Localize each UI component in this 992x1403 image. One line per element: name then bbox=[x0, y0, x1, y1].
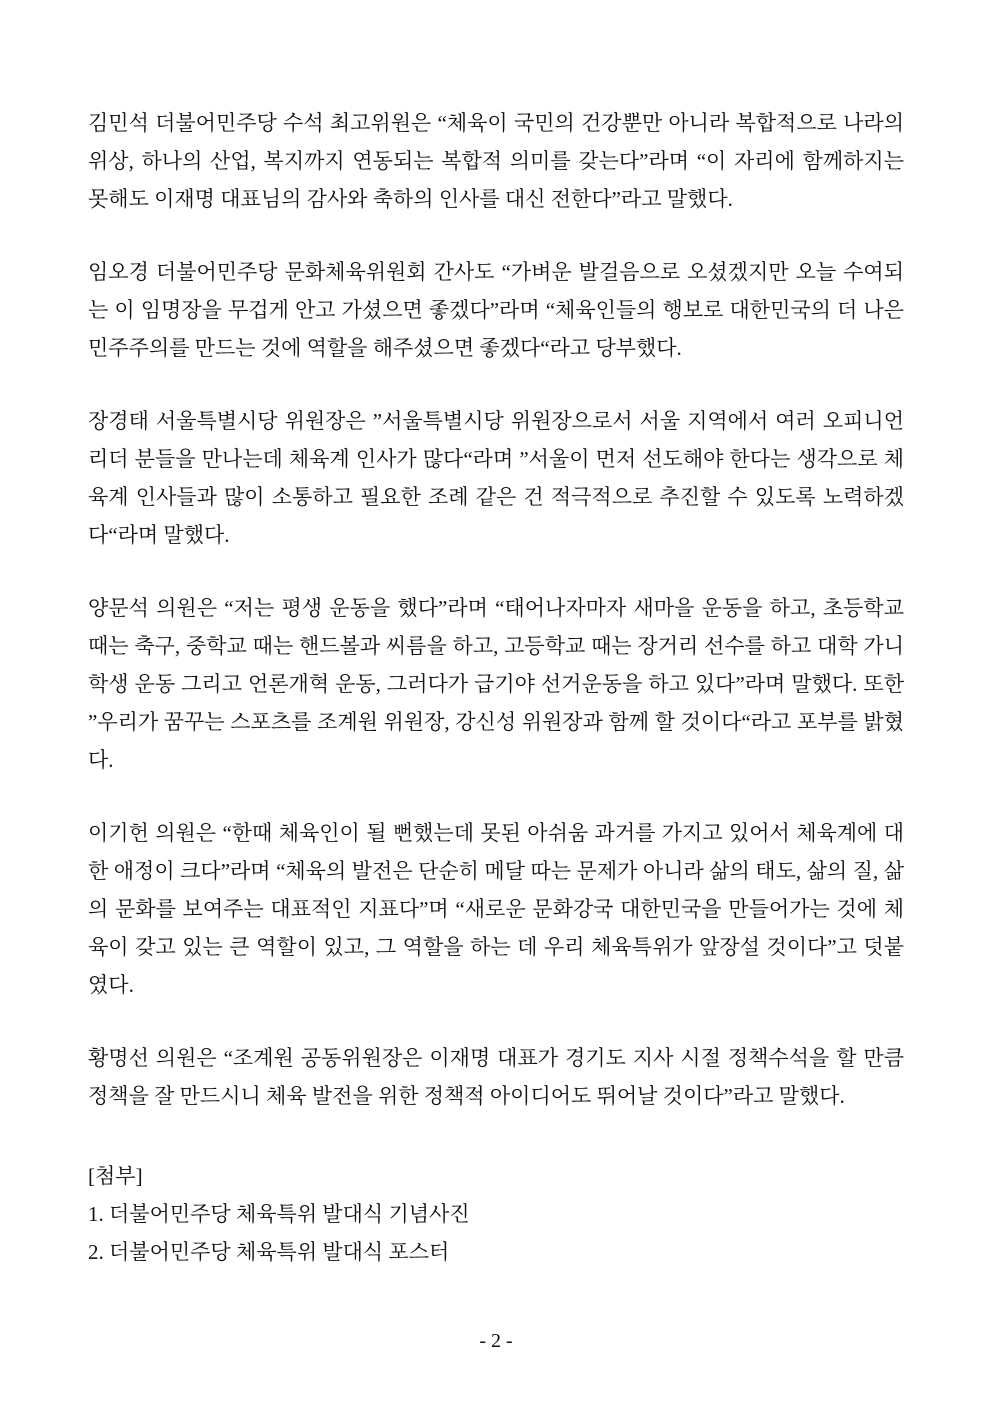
paragraph-im-ogyeong: 임오경 더불어민주당 문화체육위원회 간사도 “가벼운 발걸음으로 오셨겠지만 오늘 수여되는 이 임명장을 무겁게 안고 가셨으면 좋겠다”라며 “체육인들의 행보로 대한민국의 더 나은 민주주의를 만드는 것에 역할을 해주셨으면 좋겠다“라고 당부했다. bbox=[88, 260, 904, 360]
paragraph-jang-gyeongtae: 장경태 서울특별시당 위원장은 ”서울특별시당 위원장으로서 서울 지역에서 여러 오피니언 리더 분들을 만나는데 체육계 인사가 많다“라며 ”서울이 먼저 선도해야 한다는 생각으로 체육계 인사들과 많이 소통하고 필요한 조례 같은 건 적극적으로 추진할 수 있도록 노력하겠다“라며 말했다. bbox=[88, 409, 904, 547]
paragraph-hwang-myeongseon: 황명선 의원은 “조계원 공동위원장은 이재명 대표가 경기도 지사 시절 정책수석을 할 만큼 정책을 잘 만드시니 체육 발전을 위한 정책적 아이디어도 뛰어날 것이다”라고 말했다. bbox=[88, 1046, 904, 1108]
attachment-section bbox=[88, 1157, 904, 1271]
attachment-item-photo: 1. 더불어민주당 체육특위 발대식 기념사진 bbox=[88, 1202, 470, 1226]
paragraph-lee-giheon: 이기헌 의원은 “한때 체육인이 될 뻔했는데 못된 아쉬움 과거를 가지고 있어서 체육계에 대한 애정이 크다”라며 “체육의 발전은 단순히 메달 따는 문제가 아니라 삶의 태도, 삶의 질, 삶의 문화를 보여주는 대표적인 지표다”며 “새로운 문화강국 대한민국을 만들어가는 것에 체육이 갖고 있는 큰 역할이 있고, 그 역할을 하는 데 우리 체육특위가 앞장설 것이다”고 덧붙였다. bbox=[88, 821, 904, 997]
page-number: - 2 - bbox=[479, 1330, 513, 1352]
attachment-title: [첨부] bbox=[88, 1164, 143, 1188]
attachment-item-poster: 2. 더불어민주당 체육특위 발대식 포스터 bbox=[88, 1240, 450, 1264]
paragraph-yang-munseok: 양문석 의원은 “저는 평생 운동을 했다”라며 “태어나자마자 새마을 운동을 하고, 초등학교 때는 축구, 중학교 때는 핸드볼과 씨름을 하고, 고등학교 때는 장거리 선수를 하고 대학 가니 학생 운동 그리고 언론개혁 운동, 그러다가 급기야 선거운동을 하고 있다”라며 말했다. 또한 ”우리가 꿈꾸는 스포츠를 조계원 위원장, 강신성 위원장과 함께 할 것이다“라고 포부를 밝혔다. bbox=[88, 596, 904, 772]
paragraph-kim-minseok: 김민석 더불어민주당 수석 최고위원은 “체육이 국민의 건강뿐만 아니라 복합적으로 나라의 위상, 하나의 산업, 복지까지 연동되는 복합적 의미를 갖는다”라며 “이 자리에 함께하지는 못해도 이재명 대표님의 감사와 축하의 인사를 대신 전한다”라고 말했다. bbox=[88, 111, 904, 211]
document-body bbox=[88, 104, 904, 1271]
